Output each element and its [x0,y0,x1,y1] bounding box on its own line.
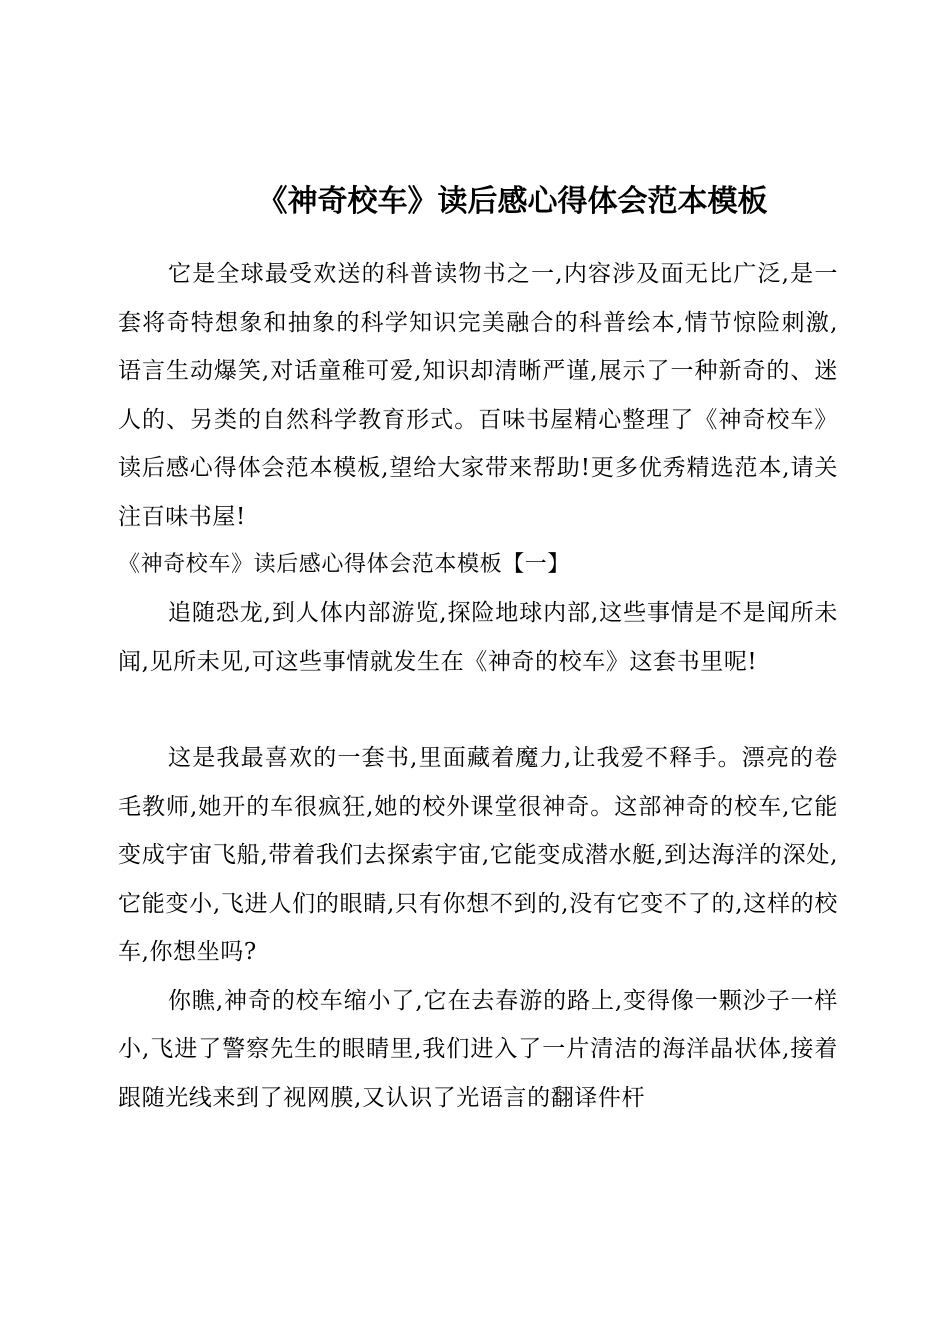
intro-paragraph: 它是全球最受欢送的科普读物书之一,内容涉及面无比广泛,是一套将奇特想象和抽象的科学知识完美融合的科普绘本,情节惊险刺激,语言生动爆笑,对话童稚可爱,知识却清晰严谨,展示了一种新奇的、迷人的、另类的自然科学教育形式。百味书屋精心整理了《神奇校车》读后感心得体会范本模板,望给大家带来帮助!更多优秀精选范本,请关注百味书屋! [118,261,838,530]
body-paragraph-2: 这是我最喜欢的一套书,里面藏着魔力,让我爱不释手。漂亮的卷毛教师,她开的车很疯狂,她的校外课堂很神奇。这部神奇的校车,它能变成宇宙飞船,带着我们去探索宇宙,它能变成潜水艇,到达海洋的深处,它能变小,飞进人们的眼睛,只有你想不到的,没有它变不了的,这样的校车,你想坐吗? [118,745,838,965]
section-heading: 《神奇校车》读后感心得体会范本模板【一】 [118,552,571,577]
body-paragraph-3: 你瞧,神奇的校车缩小了,它在去春游的路上,变得像一颗沙子一样小,飞进了警察先生的眼睛里,我们进入了一片清洁的海洋晶状体,接着跟随光线来到了视网膜,又认识了光语言的翻译件杆 [118,987,838,1111]
blank-line [118,686,838,734]
document-title: 《神奇校车》读后感心得体会范本模板 [257,184,768,219]
body-paragraph-1: 追随恐龙,到人体内部游览,探险地球内部,这些事情是不是闻所未闻,见所未见,可这些事情就发生在《神奇的校车》这套书里呢! [118,600,838,675]
document-body [118,250,838,1122]
